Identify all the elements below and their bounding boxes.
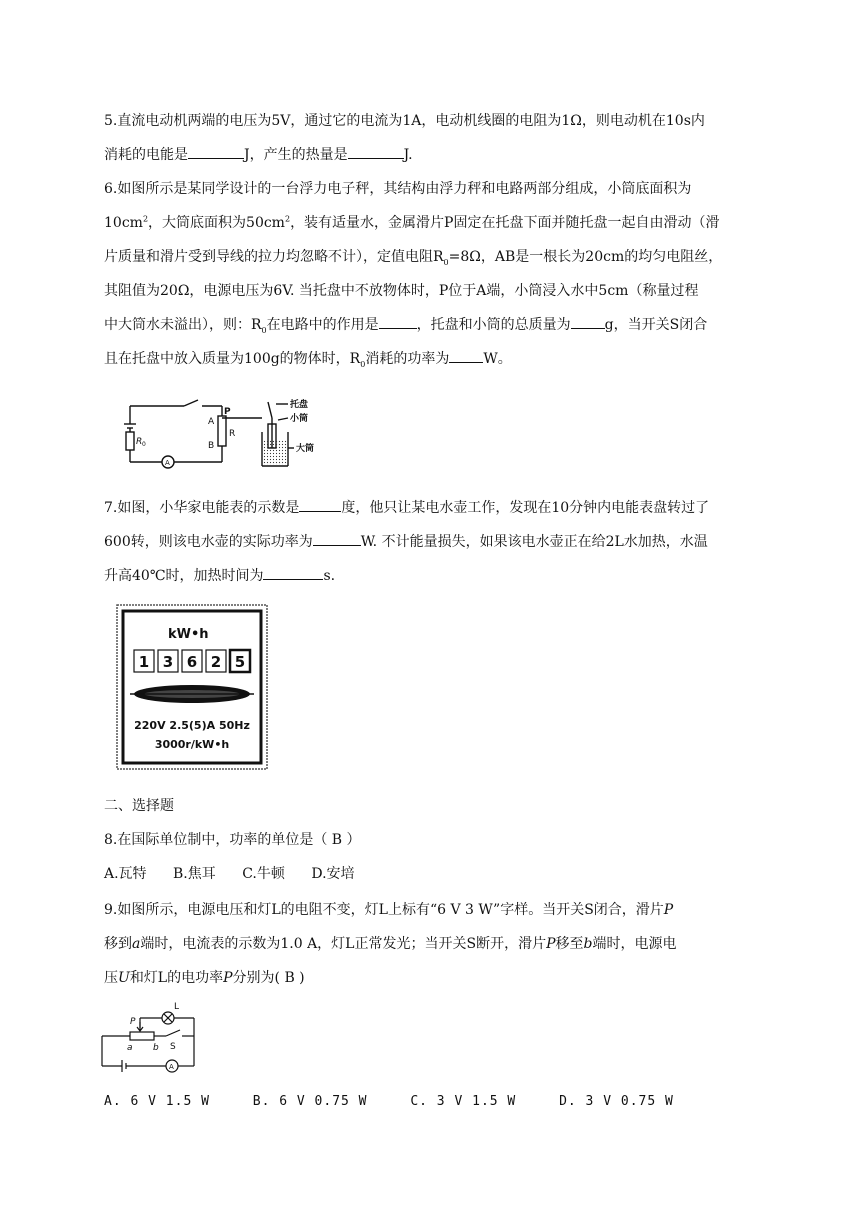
q8-option-b[interactable]: B.焦耳: [173, 866, 216, 882]
q6-blank-power[interactable]: [449, 348, 483, 363]
q6-circuit-diagram: [122, 398, 342, 474]
q8-options: [104, 860, 784, 888]
q8-option-d[interactable]: D.安培: [311, 866, 355, 882]
q7-blank-time[interactable]: [263, 565, 323, 580]
section-heading-choice: 二、选择题: [104, 798, 174, 814]
q9-circuit-diagram: [100, 1000, 200, 1076]
q6-label-small-tube: 小筒: [290, 414, 309, 424]
q6-line3: 片质量和滑片受到导线的拉力均忽略不计），定值电阻$R_0=8\Omega$，AB是一根长为20cm的均匀电阻丝，: [104, 249, 723, 267]
q7-line2: 600转，则该电水壶的实际功率为 W. 不计能量损失，如果该电水壶正在给2L水加热，水温: [104, 528, 784, 556]
q9-label-p: P: [130, 1017, 136, 1027]
q6-label-r: R: [229, 429, 236, 439]
meter-digit: 1: [138, 653, 150, 671]
meter-unit: kW•h: [168, 627, 209, 642]
q9-label-a: a: [127, 1043, 133, 1053]
q9-line3: 压U和灯L的电功率P分别为( B ): [104, 970, 305, 986]
q6-label-big-tube: 大筒: [296, 444, 315, 454]
q8-option-c[interactable]: C.牛顿: [242, 866, 285, 882]
q6-line4: 其阻值为20Ω，电源电压为6V. 当托盘中不放物体时，P位于A端，小筒浸入水中5cm（称量过程: [104, 283, 699, 299]
q6-label-r0-sub: 0: [142, 441, 146, 448]
q9-options: [104, 1088, 784, 1116]
q8-option-a[interactable]: A.瓦特: [104, 866, 147, 882]
q6-label-r0: R: [136, 437, 143, 447]
meter-spec-line1: 220V 2.5(5)A 50Hz: [134, 719, 250, 732]
q7-blank-power[interactable]: [313, 531, 361, 546]
q7-line1: 7.如图，小华家电能表的示数是 度，他只让某电水壶工作，发现在10分钟内电能表盘转过了: [104, 494, 784, 522]
q5-line1: 5.直流电动机两端的电压为5V，通过它的电流为1A，电动机线圈的电阻为1Ω，则电动机在10s内: [104, 113, 705, 129]
q9-line2: 移到a端时，电流表的示数为1.0 A，灯L正常发光；当开关S断开，滑片P移至b端时，电源电: [104, 936, 677, 952]
q6-line6: 且在托盘中放入质量为100g的物体时，$R_0$消耗的功率为 W。: [104, 345, 784, 373]
meter-digit: 5: [234, 653, 246, 671]
q6-line2: $10cm^2$，大筒底面积为$50cm^2$，装有适量水，金属滑片P固定在托盘下面并随托盘一起自由滑动（滑: [104, 214, 720, 231]
q9-option-b[interactable]: B. 6 V 0.75 W: [252, 1094, 368, 1109]
q9-option-d[interactable]: D. 3 V 0.75 W: [559, 1094, 674, 1109]
meter-spec-line2: 3000r/kW•h: [154, 738, 230, 751]
electric-meter-figure: [116, 604, 268, 770]
q6-blank-role[interactable]: [379, 314, 417, 329]
q6-label-tray: 托盘: [290, 400, 309, 410]
q6-blank-mass[interactable]: [571, 314, 605, 329]
q9-label-ammeter: A: [169, 1063, 174, 1071]
q8-stem: 8.在国际单位制中，功率的单位是（ B ）: [104, 832, 361, 848]
meter-digit-row: [134, 650, 250, 672]
meter-digit: 3: [162, 653, 174, 671]
q9-line1: 9.如图所示，电源电压和灯L的电阻不变，灯L上标有“6 V 3 W”字样。当开关S闭合，滑片P: [104, 902, 674, 918]
meter-digit: 6: [186, 653, 198, 671]
q6-line1: 6.如图所示是某同学设计的一台浮力电子秤，其结构由浮力秤和电路两部分组成，小筒底面积为: [104, 181, 692, 197]
meter-digit: 2: [210, 653, 222, 671]
q6-label-b: B: [208, 441, 215, 451]
q9-label-b: b: [153, 1043, 159, 1053]
q9-label-s: S: [170, 1042, 176, 1052]
q5-blank-energy[interactable]: [188, 144, 244, 159]
q7-blank-reading[interactable]: [299, 497, 341, 512]
q7-line3: 升高40℃时，加热时间为 s.: [104, 562, 784, 590]
q6-label-ammeter: A: [165, 459, 170, 467]
q5-line2: 消耗的电能是 J，产生的热量是 J.: [104, 141, 784, 169]
q9-option-a[interactable]: A. 6 V 1.5 W: [104, 1094, 210, 1109]
q6-label-p: P: [224, 407, 231, 417]
q9-label-l: L: [174, 1002, 180, 1012]
q9-option-c[interactable]: C. 3 V 1.5 W: [410, 1094, 517, 1109]
q5-blank-heat[interactable]: [348, 144, 404, 159]
q6-label-a: A: [208, 417, 215, 427]
q6-line5: 中大筒水未溢出），则：$R_0$在电路中的作用是 ，托盘和小筒的总质量为 g，当开关S闭合: [104, 311, 784, 339]
